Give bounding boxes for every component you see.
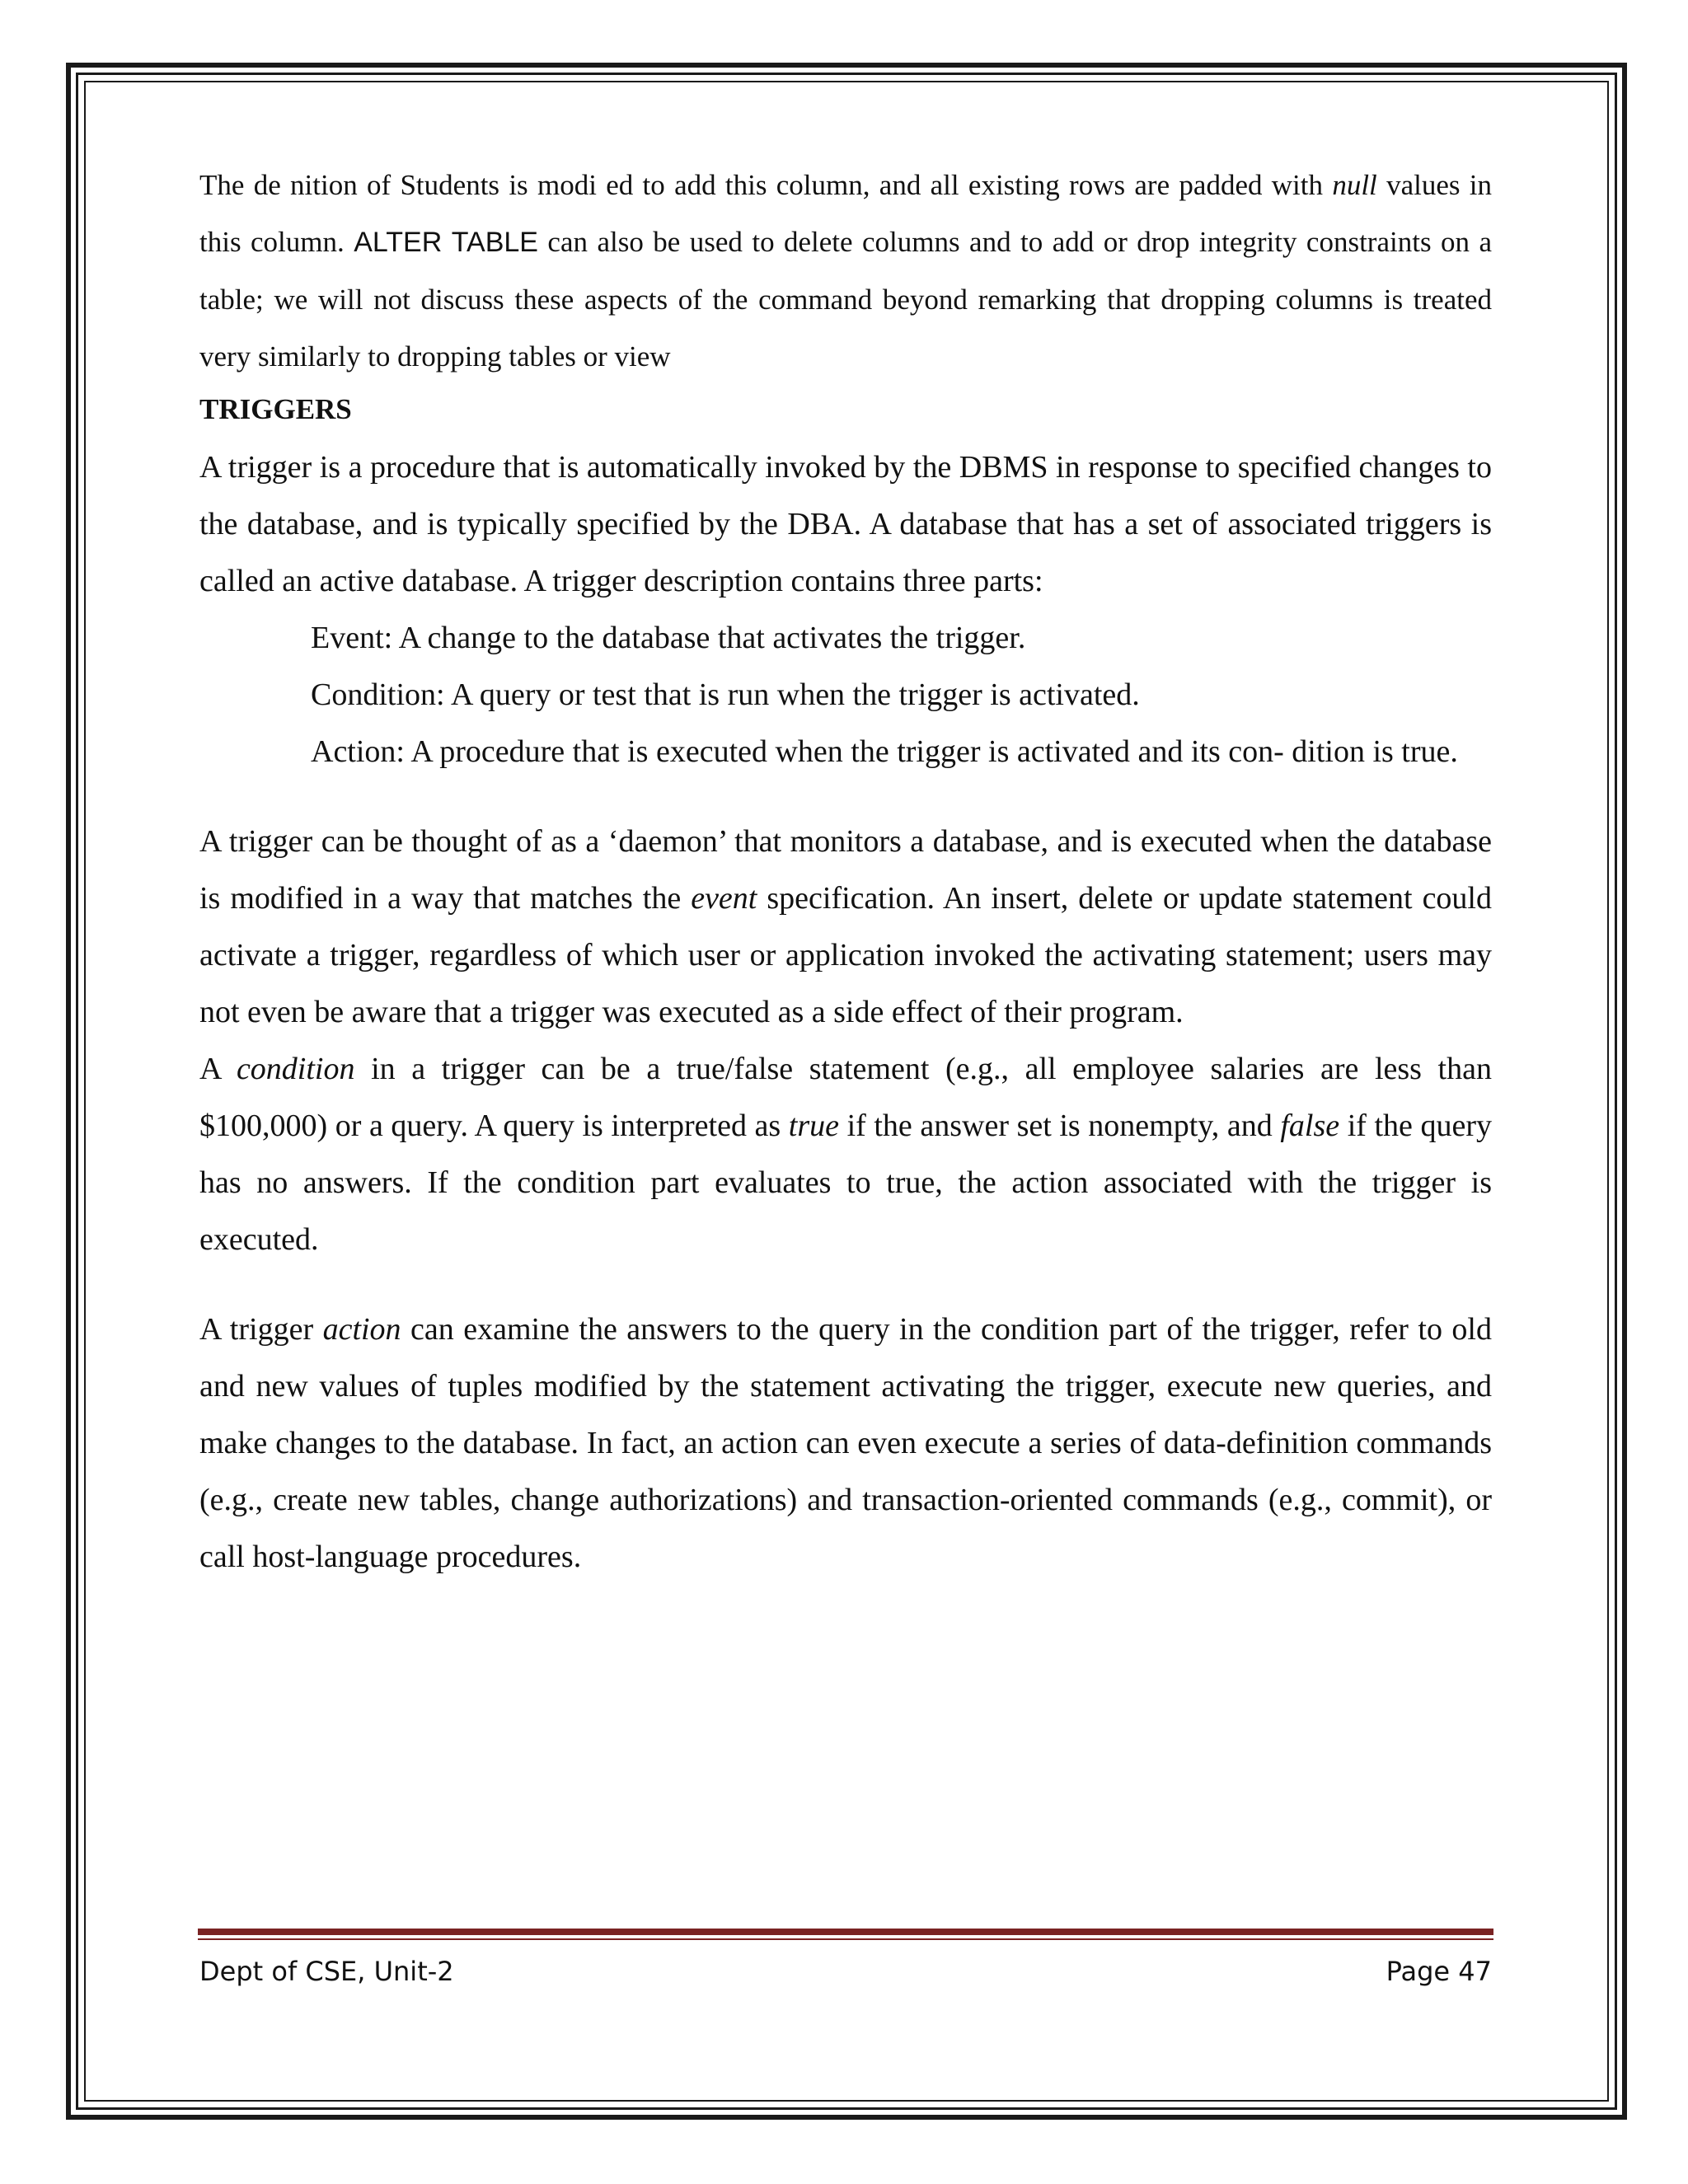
text-run: The de nition of Students is modi ed to add this column, and all existing rows are padded with [199, 169, 1333, 201]
footer-rule-thick [198, 1929, 1493, 1935]
footer-rule-thin [198, 1938, 1493, 1940]
list-item-action: Action: A procedure that is executed when the trigger is activated and its con- dition is true. [311, 734, 1458, 769]
section-heading-triggers: TRIGGERS [199, 393, 352, 425]
text-run: A [199, 1052, 237, 1086]
paragraph-condition [199, 1041, 1492, 1268]
paragraph-alter-table [199, 157, 1492, 385]
text-run: if the query has no answers. If the condition part evaluates to true, the action associated with the trigger is executed. [199, 1108, 1492, 1257]
list-item-event: Event: A change to the database that activates the trigger. [311, 621, 1026, 655]
text-run: specification. An insert, delete or update statement could activate a trigger, regardless of which user or application invoked the activating statement; users may not even be aware that a trigger was executed as a side effect of their program. [199, 881, 1492, 1029]
text-run: can examine the answers to the query in the condition part of the trigger, refer to old and new values of tuples modified by the statement activating the trigger, execute new queries, and make changes to the database. In fact, an action can even execute a series of data-definition commands (e.g., create new tables, change authorizations) and transaction-oriented commands (e.g., commit), or call host-language procedures. [199, 1312, 1492, 1574]
text-run: can also be used to delete columns and to add or drop integrity constraints on a table; we will not discuss these aspects of the command beyond remarking that dropping columns is treated very similarly to dropping tables or view [199, 226, 1492, 373]
trigger-parts-list [311, 610, 1492, 780]
text-run: A trigger [199, 1312, 323, 1347]
list-item-condition: Condition: A query or test that is run when the trigger is activated. [311, 677, 1140, 712]
footer-page-number: Page 47 [1386, 1956, 1492, 1987]
text-run: if the answer set is nonempty, and [839, 1108, 1281, 1143]
emphasis-false: false [1280, 1108, 1340, 1143]
page-content [199, 157, 1492, 1586]
paragraph-trigger-definition: A trigger is a procedure that is automatically invoked by the DBMS in response to specified changes to the database, and is typically specified by the DBA. A database that has a set of associated triggers is called an active database. A trigger description contains three parts: [199, 450, 1492, 598]
emphasis-condition: condition [236, 1052, 355, 1086]
paragraph-daemon [199, 813, 1492, 1041]
footer-department: Dept of CSE, Unit-2 [199, 1956, 454, 1987]
emphasis-action: action [322, 1312, 401, 1347]
text-run: values in this column. [199, 169, 1492, 258]
emphasis-true: true [788, 1108, 839, 1143]
text-run: in a trigger can be a true/false statement (e.g., all employee salaries are less than $100,000) or a query. A query is interpreted as [199, 1052, 1492, 1143]
emphasis-null: null [1332, 169, 1377, 201]
text-run: A trigger can be thought of as a ‘daemon’ that monitors a database, and is executed when the database is modified in a way that matches the [199, 824, 1492, 916]
keyword-alter-table: ALTER TABLE [354, 227, 538, 258]
emphasis-event: event [691, 881, 757, 916]
paragraph-action [199, 1301, 1492, 1586]
